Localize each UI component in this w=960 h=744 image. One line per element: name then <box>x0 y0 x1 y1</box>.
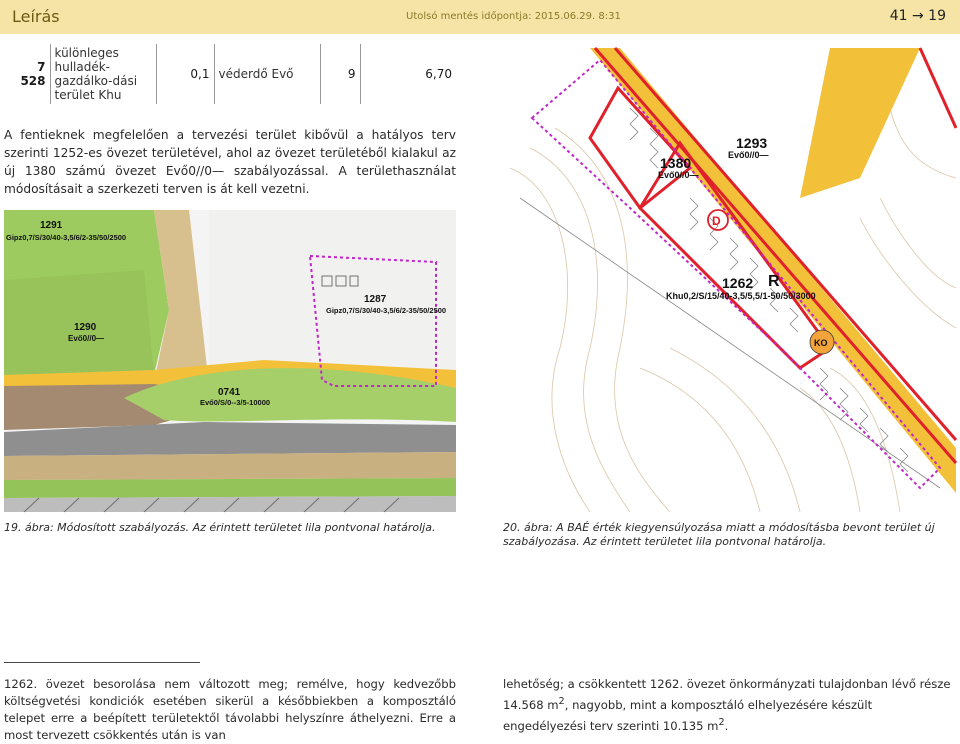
value-cell-c: 9 <box>320 44 360 104</box>
label-r: R <box>768 273 780 290</box>
label-1290: 1290 <box>74 322 97 333</box>
page-header <box>0 0 960 34</box>
figure-caption-19: 19. ábra: Módosított szabályozás. Az érintett területet lila pontvonal határolja. <box>4 521 436 534</box>
label-1293: 1293 <box>736 135 768 151</box>
label-0741: 0741 <box>218 387 241 398</box>
last-saved-timestamp: Utolsó mentés időpontja: 2015.06.29. 8:31 <box>406 11 621 22</box>
section-title: Leírás <box>12 7 60 26</box>
bottom-right-text-a: lehetőség; a csökkentett 1262. övezet önkormányzati tulajdonban lévő része 14.568 m <box>503 677 951 712</box>
code-1287: Gipz0,7/S/30/40-3,5/6/2-35/50/2500 <box>326 306 447 315</box>
code-1262: Khu0,2/S/15/40-3,5/5,5/1-50/50/3000 <box>666 291 816 301</box>
label-1287: 1287 <box>364 294 387 305</box>
bottom-paragraph-left: 1262. övezet besorolása nem változott meg; remélve, hogy kedvezőbb költségvetési kondiciók esetében sikerül a későbbiekben a komposztáló telepet erre a beépített területektől távolabbi helyszínre áthelyezni. Erre a most tervezett csökkentés után is van <box>4 677 456 742</box>
gray-strip-bottom <box>4 496 456 512</box>
right-zoning-map <box>500 48 956 512</box>
unit-superscript-2: 2 <box>718 716 725 728</box>
unit-superscript: 2 <box>558 696 565 707</box>
bottom-right-text-b: , nagyobb, mint a komposztáló elhelyezésére készült engedélyezési terv szerinti 10.135 m <box>503 697 873 733</box>
value-cell-a: 0,1 <box>156 44 214 104</box>
body-paragraph: A fentieknek megfelelően a tervezési terület kibővül a hatályos terv szerinti 1252-es övezet területével, ahol az övezet területéből kialakul az új 1380 számú övezet Evő0//0— szabályozással. A területhasználat módosításait a szerkezeti terven is át kell vezetni. <box>4 128 456 196</box>
table-row <box>4 44 456 104</box>
label-1380: 1380 <box>660 155 692 171</box>
value-cell-d: 6,70 <box>425 67 452 81</box>
code-1290: Evő0//0— <box>68 334 105 343</box>
footnote-rule <box>4 662 200 663</box>
bottom-right-text-c: . <box>724 718 729 733</box>
zone-number-cell: 7 528 <box>4 44 50 104</box>
code-1293: Evő0//0— <box>728 150 769 160</box>
light-zone <box>209 210 456 385</box>
code-1291: Gipz0,7/S/30/40-3,5/6/2-35/50/2500 <box>6 233 127 242</box>
label-d: D <box>712 214 721 228</box>
zoning-table <box>4 44 456 104</box>
label-1291: 1291 <box>40 220 63 231</box>
left-zoning-map <box>4 210 456 512</box>
zone-description-cell: különleges hulladék-gazdálko-dási terület Khu <box>50 44 156 104</box>
page-indicator: 41 → 19 <box>889 8 946 24</box>
label-1262: 1262 <box>722 275 754 291</box>
code-0741: Evő0/S/0--3/5-10000 <box>200 398 271 407</box>
code-1380: Evő0//0— <box>658 170 699 180</box>
green-strip-bottom <box>4 478 456 498</box>
bottom-paragraph-right <box>503 676 955 735</box>
figure-caption-20: 20. ábra: A BAÉ érték kiegyensúlyozása miatt a módosításba bevont terület új szabályozása. Az érintett területet lila pontvonal határolja. <box>503 521 935 548</box>
new-zone-cell: véderdő Evő <box>214 44 320 104</box>
label-ko: KO <box>814 338 828 348</box>
tan-strip-bottom <box>4 452 456 480</box>
